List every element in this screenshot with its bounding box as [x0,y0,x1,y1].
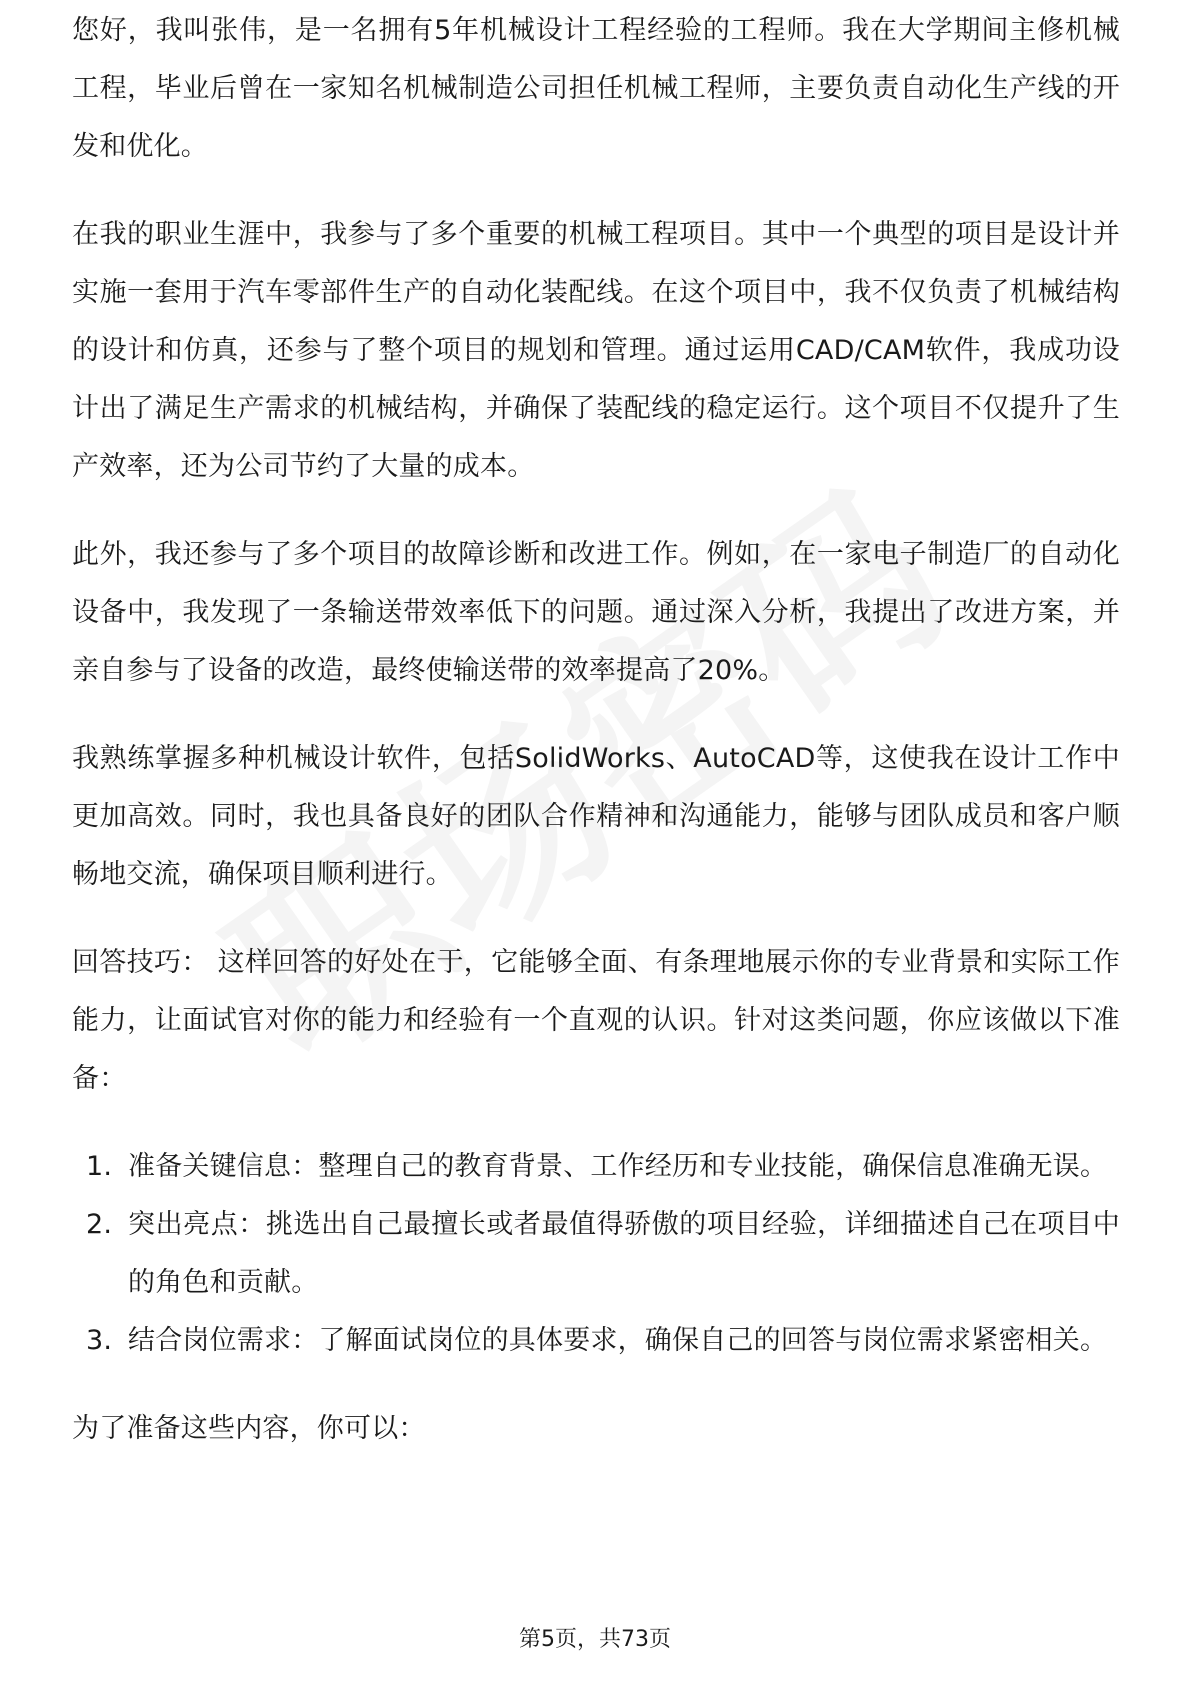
list-number: 2. [86,1209,113,1240]
paragraph-tips: 回答技巧： 这样回答的好处在于，它能够全面、有条理地展示你的专业背景和实际工作能力，让面试官对你的能力和经验有一个直观的认识。针对这类问题，你应该做以下准备： [72,947,1120,1094]
paragraph-project: 在我的职业生涯中，我参与了多个重要的机械工程项目。其中一个典型的项目是设计并实施一套用于汽车零部件生产的自动化装配线。在这个项目中，我不仅负责了机械结构的设计和仿真，还参与了整个项目的规划和管理。通过运用CAD/CAM软件，我成功设计出了满足生产需求的机械结构，并确保了装配线的稳定运行。这个项目不仅提升了生产效率，还为公司节约了大量的成本。 [72,219,1120,482]
paragraph-improvement: 此外，我还参与了多个项目的故障诊断和改进工作。例如，在一家电子制造厂的自动化设备中，我发现了一条输送带效率低下的问题。通过深入分析，我提出了改进方案，并亲自参与了设备的改造，最终使输送带的效率提高了20%。 [72,539,1120,686]
paragraph-closing: 为了准备这些内容，你可以： [72,1413,426,1444]
list-item [72,1196,1120,1312]
page-number-footer: 第5页，共73页 [519,1627,671,1652]
list-text: 结合岗位需求：了解面试岗位的具体要求，确保自己的回答与岗位需求紧密相关。 [128,1325,1108,1356]
paragraph-skills: 我熟练掌握多种机械设计软件，包括SolidWorks、AutoCAD等，这使我在设计工作中更加高效。同时，我也具备良好的团队合作精神和沟通能力，能够与团队成员和客户顺畅地交流，确保项目顺利进行。 [72,743,1120,890]
list-number: 1. [86,1151,113,1182]
list-text: 突出亮点：挑选出自己最擅长或者最值得骄傲的项目经验，详细描述自己在项目中的角色和贡献。 [128,1209,1120,1298]
page-body [72,15,1120,1488]
list-text: 准备关键信息：整理自己的教育背景、工作经历和专业技能，确保信息准确无误。 [128,1151,1108,1182]
preparation-list [72,1138,1120,1370]
list-item [72,1312,1120,1370]
list-item [72,1138,1120,1196]
list-number: 3. [86,1325,113,1356]
paragraph-intro: 您好，我叫张伟，是一名拥有5年机械设计工程经验的工程师。我在大学期间主修机械工程，毕业后曾在一家知名机械制造公司担任机械工程师，主要负责自动化生产线的开发和优化。 [72,15,1120,162]
